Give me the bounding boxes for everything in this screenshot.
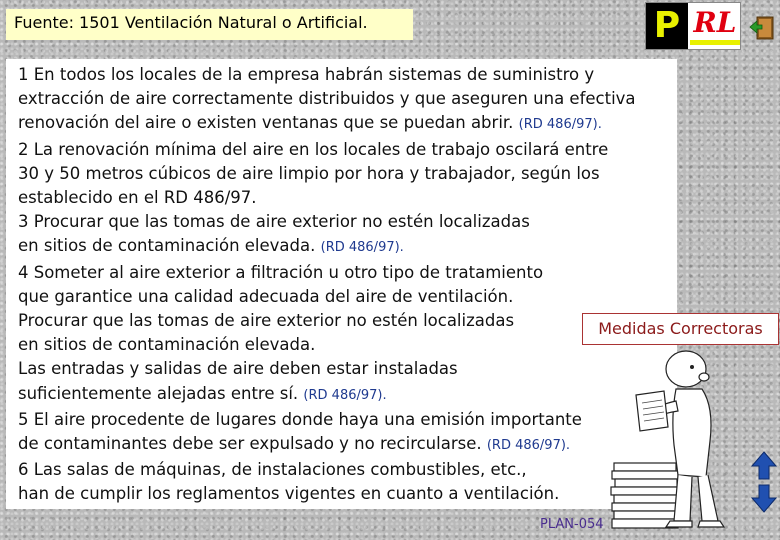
up-arrow-icon [752,452,776,479]
medidas-correctoras-button[interactable]: Medidas Correctoras [582,313,779,345]
text-line [18,111,677,137]
text-line [18,432,677,458]
text-line [18,87,677,111]
text-line [18,357,677,381]
line-text: 3 Procurar que las tomas de aire exterior no estén localizadas [18,212,530,232]
logo-p-letter: P [646,3,688,49]
line-text: que garantice una calidad adecuada del aire de ventilación. [18,286,514,306]
line-text: 6 Las salas de máquinas, de instalaciones combustibles, etc., [18,460,527,480]
logo-rl-letters: RL [693,6,737,39]
text-line [18,186,677,210]
line-text: establecido en el RD 486/97. [18,188,257,208]
legal-reference: (RD 486/97). [303,387,387,403]
text-line [18,261,677,285]
line-text: de contaminantes debe ser expulsado y no recircularse. [18,434,487,454]
person-reading-papers-icon [606,345,746,530]
corrective-measures-text [6,59,677,509]
line-text: suficientemente alejadas entre sí. [18,383,304,403]
text-line [18,458,677,482]
line-text: 4 Someter al aire exterior a filtración u otro tipo de tratamiento [18,262,544,282]
down-arrow-icon [752,485,776,512]
exit-door-icon[interactable] [748,14,776,42]
legal-reference: (RD 486/97). [518,117,602,133]
line-text: 1 En todos los locales de la empresa habrán sistemas de suministro y [18,65,595,84]
source-label: Fuente: 1501 Ventilación Natural o Artificial. [6,9,413,40]
line-text: en sitios de contaminación elevada. [18,335,316,355]
line-text: Las entradas y salidas de aire deben estar instaladas [18,359,458,379]
line-text: han de cumplir los reglamentos vigentes en cuanto a ventilación. [18,484,560,504]
text-line [18,309,677,333]
text-line [18,408,677,432]
line-text: 5 El aire procedente de lugares donde haya una emisión importante [18,409,582,429]
text-line [18,162,677,186]
text-line [18,482,677,506]
text-line [18,210,677,234]
plan-code: PLAN-054 [540,517,604,532]
up-down-arrows-icon[interactable] [750,450,778,514]
text-line [18,333,677,357]
line-text: renovación del aire o existen ventanas que se puedan abrir. [18,113,519,133]
line-text: en sitios de contaminación elevada. [18,236,321,256]
legal-reference: (RD 486/97). [320,240,404,256]
line-text: Procurar que las tomas de aire exterior no estén localizadas [18,311,515,331]
line-text: 2 La renovación mínima del aire en los locales de trabajo oscilará entre [18,139,609,159]
prl-logo [645,2,741,50]
text-line [18,382,677,408]
legal-reference: (RD 486/97). [486,438,571,454]
text-line [18,138,677,162]
text-line [18,63,677,87]
text-line [18,234,677,260]
line-text: extracción de aire correctamente distribuidos y que aseguren una efectiva [18,89,636,109]
text-line [18,285,677,309]
line-text: 30 y 50 metros cúbicos de aire limpio por hora y trabajador, según los [18,163,600,183]
